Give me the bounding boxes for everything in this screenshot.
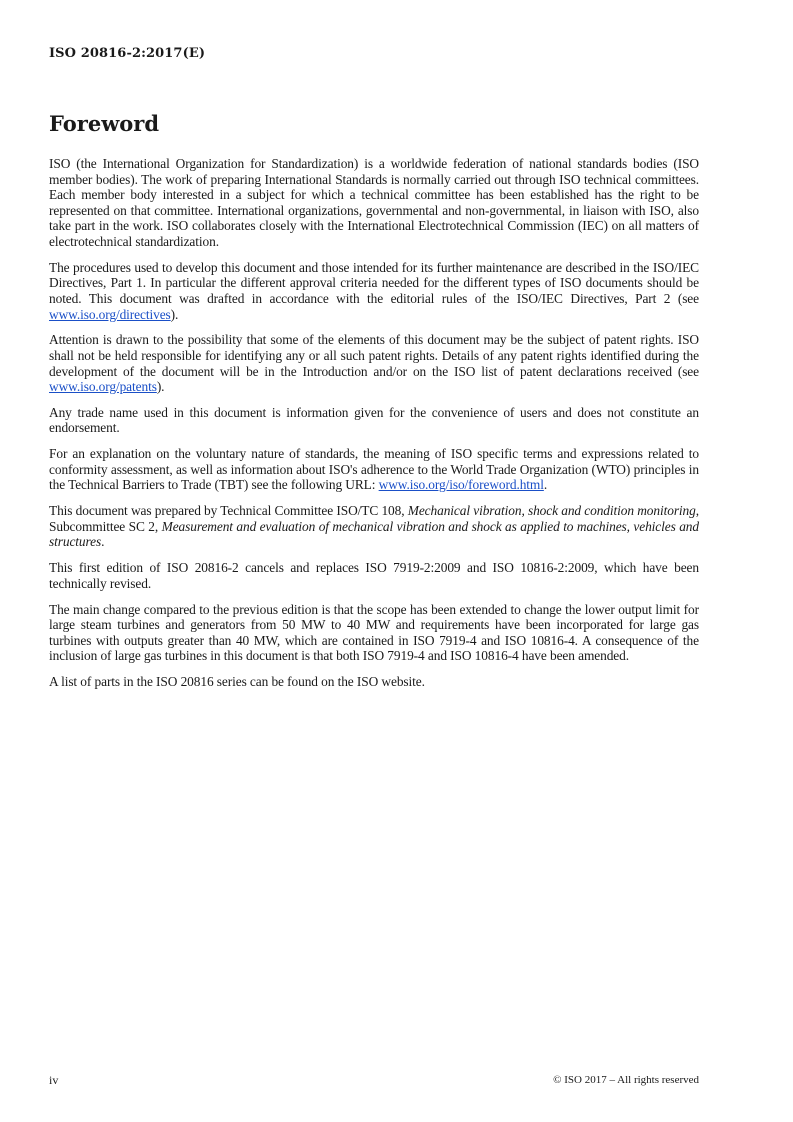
- paragraph-patents: [49, 332, 699, 394]
- paragraph-first-edition: This first edition of ISO 20816-2 cancels and replaces ISO 7919-2:2009 and ISO 10816-2:2009, which have been technically revised.: [49, 560, 699, 591]
- paragraph-patents-text: Attention is drawn to the possibility that some of the elements of this document may be the subject of patent rights. ISO shall not be held responsible for identifying any or all such patent rights. Details of any patent rights identified during the development of the document will be in the Introduction and/or on the ISO list of patent declarations received (see: [49, 332, 699, 379]
- paragraph-parts-list: A list of parts in the ISO 20816 series can be found on the ISO website.: [49, 674, 425, 690]
- paragraph-procedures-text: The procedures used to develop this document and those intended for its further maintenance are described in the ISO/IEC Directives, Part 1. In particular the different approval criteria needed for the different types of ISO documents should be noted. This document was drafted in accordance with the editorial rules of the ISO/IEC Directives, Part 2 (see: [49, 259, 699, 306]
- foreword-link[interactable]: www.iso.org/iso/foreword.html: [378, 477, 544, 493]
- committee-text-c: , Subcommittee SC 2,: [49, 503, 699, 534]
- patents-link[interactable]: www.iso.org/patents: [49, 379, 157, 395]
- paragraph-procedures: [49, 260, 699, 322]
- page-title: Foreword: [49, 111, 160, 136]
- paragraph-trade-name: Any trade name used in this document is information given for the convenience of users and does not constitute an endorsement.: [49, 404, 699, 436]
- subcommittee-title: Measurement and evaluation of mechanical vibration and shock as applied to machines, vehicles and structures: [49, 518, 699, 550]
- paragraph-main-change: The main change compared to the previous edition is that the scope has been extended to change the lower output limit for large steam turbines and generators from 50 MW to 40 MW and requirements have been incorporated for large gas turbines with outputs greater than 40 MW, which are contained in ISO 7919-4 and ISO 10816-4. A consequence of the inclusion of large gas turbines in this document is that both ISO 7919-4 and ISO 10816-4 have been amended.: [49, 601, 699, 664]
- paragraph-voluntary-end: .: [543, 477, 548, 493]
- page-number: iv: [49, 1073, 59, 1087]
- paragraph-procedures-end: ).: [170, 306, 179, 322]
- paragraph-voluntary-nature: [49, 446, 699, 493]
- paragraph-patents-end: ).: [156, 379, 165, 395]
- foreword-body: [49, 156, 699, 700]
- copyright-notice: © ISO 2017 – All rights reserved: [553, 1074, 699, 1086]
- committee-title: Mechanical vibration, shock and condition monitoring: [407, 503, 696, 519]
- paragraph-voluntary-text: For an explanation on the voluntary nature of standards, the meaning of ISO specific terms and expressions related to conformity assessment, as well as information about ISO's adherence to the World Trade Organization (WTO) principles in the Technical Barriers to Trade (TBT) see the following URL:: [49, 446, 699, 493]
- document-id-header: ISO 20816-2:2017(E): [49, 46, 206, 61]
- committee-text-a: This document was prepared by Technical Committee ISO/TC 108,: [49, 503, 408, 519]
- committee-text-e: .: [101, 534, 105, 550]
- paragraph-committee: [49, 503, 699, 550]
- directives-link[interactable]: www.iso.org/directives: [49, 306, 171, 322]
- paragraph-iso-intro: ISO (the International Organization for Standardization) is a worldwide federation of national standards bodies (ISO member bodies). The work of preparing International Standards is normally carried out through ISO technical committees. Each member body interested in a subject for which a technical committee has been established has the right to be represented on that committee. International organizations, governmental and non-governmental, in liaison with ISO, also take part in the work. ISO collaborates closely with the International Electrotechnical Commission (IEC) on all matters of electrotechnical standardization.: [49, 156, 699, 249]
